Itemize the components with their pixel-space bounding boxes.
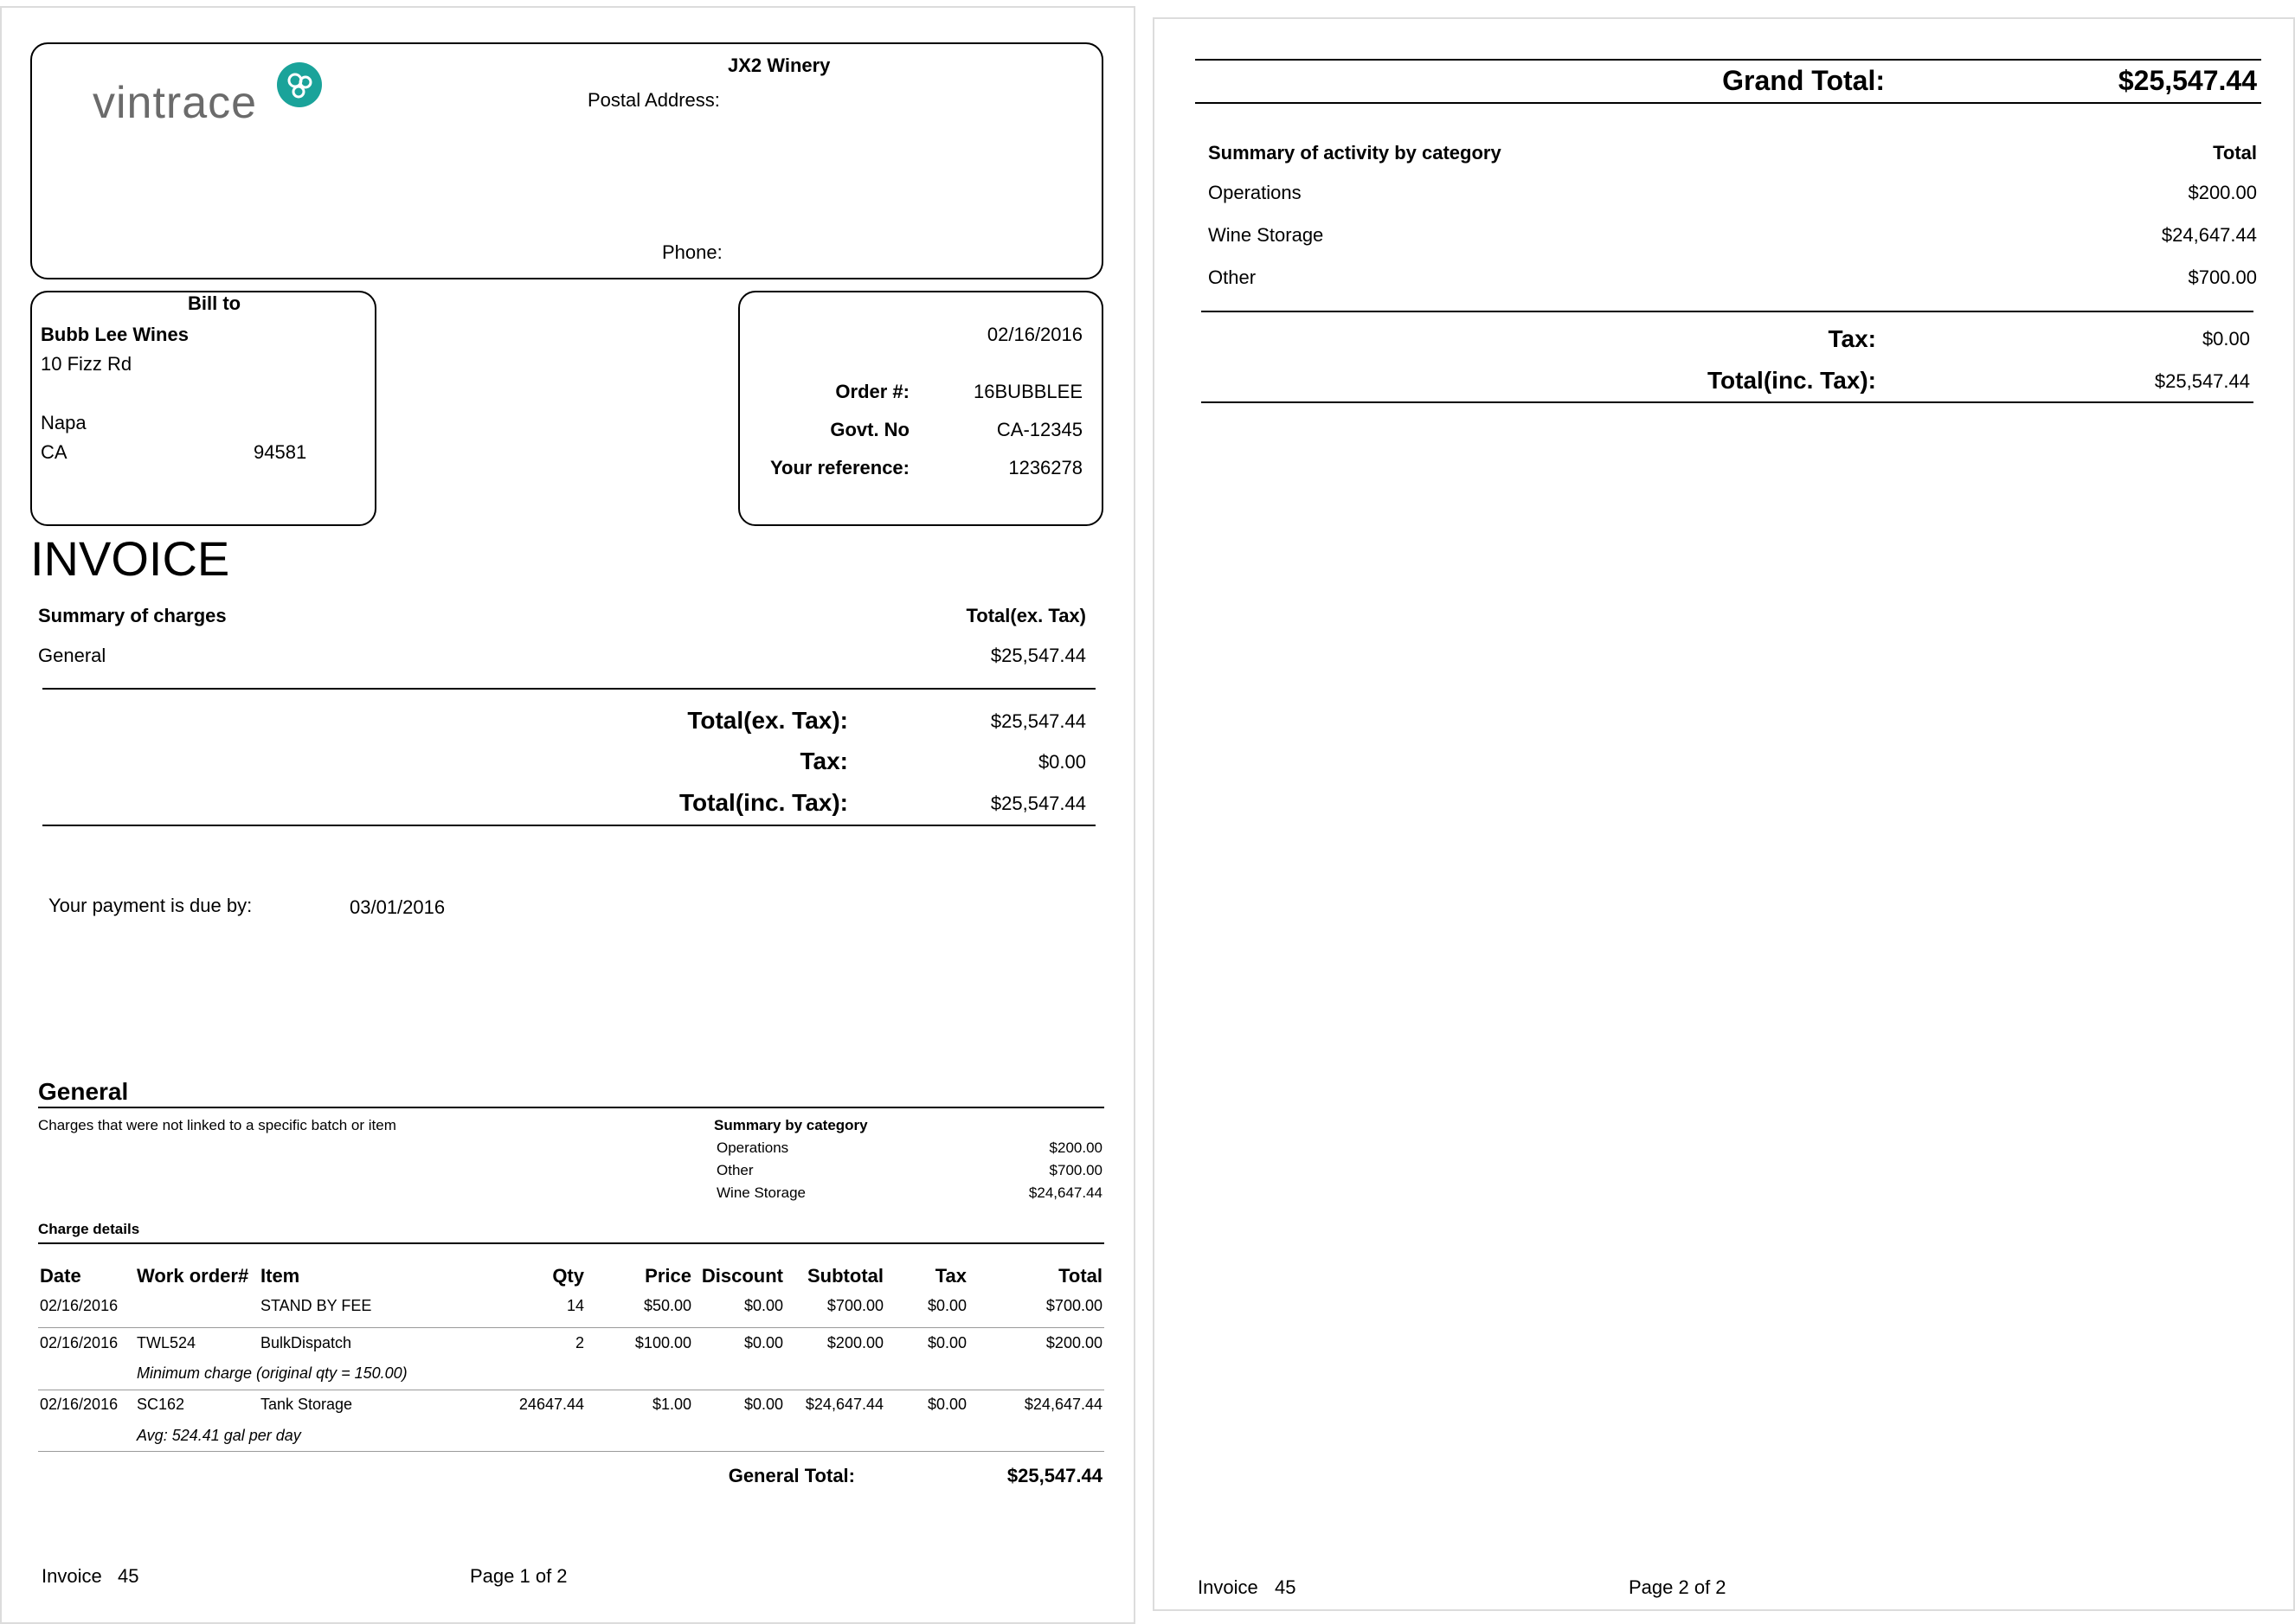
summary-row-value: $25,547.44 (990, 645, 1086, 666)
company-header-box (30, 42, 1103, 279)
category-summary-heading: Summary by category (714, 1117, 868, 1133)
total-inc-tax-label: Total(inc. Tax): (1707, 367, 1876, 394)
row-price: $50.00 (643, 1297, 691, 1314)
row-discount: $0.00 (743, 1396, 783, 1413)
category-value: $24,647.44 (1028, 1184, 1102, 1201)
vintrace-logo: vintrace (93, 78, 258, 128)
govt-no-value: CA-12345 (996, 419, 1083, 440)
row-work-order: TWL524 (137, 1334, 196, 1351)
customer-name: Bubb Lee Wines (41, 324, 189, 345)
row-tax: $0.00 (927, 1334, 967, 1351)
invoice-page-1 (0, 6, 1135, 1624)
customer-city: Napa (41, 412, 87, 433)
row-item: STAND BY FEE (260, 1297, 372, 1314)
tax-value: $0.00 (1038, 751, 1086, 773)
divider (38, 1107, 1104, 1108)
row-date: 02/16/2016 (40, 1297, 119, 1314)
general-description: Charges that were not linked to a specific batch or item (38, 1117, 396, 1133)
customer-zip: 94581 (254, 441, 307, 463)
summary-total-heading: Total(ex. Tax) (966, 605, 1086, 626)
total-inc-tax-value: $25,547.44 (2154, 370, 2250, 392)
total-ex-tax-value: $25,547.44 (990, 710, 1086, 732)
category-label: Wine Storage (717, 1184, 806, 1201)
bill-to-box (30, 291, 376, 526)
row-price: $100.00 (634, 1334, 691, 1351)
activity-label: Other (1208, 266, 1257, 288)
tax-value: $0.00 (2202, 328, 2250, 350)
row-date: 02/16/2016 (40, 1396, 119, 1413)
row-price: $1.00 (652, 1396, 691, 1413)
row-qty: 14 (566, 1297, 584, 1314)
column-header-total: Total (1058, 1265, 1102, 1287)
general-heading: General (38, 1078, 129, 1105)
column-header-price: Price (645, 1265, 691, 1287)
summary-row-label: General (38, 645, 106, 666)
activity-label: Operations (1208, 182, 1302, 203)
category-label: Operations (717, 1139, 789, 1156)
divider (1201, 311, 2253, 312)
govt-no-label: Govt. No (830, 419, 910, 440)
payment-due-label: Your payment is due by: (48, 895, 253, 916)
column-header-discount: Discount (701, 1265, 783, 1287)
row-subtotal: $700.00 (826, 1297, 884, 1314)
category-value: $200.00 (1049, 1139, 1102, 1156)
divider (1195, 59, 2261, 61)
total-inc-tax-label: Total(inc. Tax): (679, 789, 848, 816)
total-ex-tax-label: Total(ex. Tax): (687, 707, 848, 734)
general-total-value: $25,547.44 (1006, 1465, 1102, 1486)
column-header-date: Date (40, 1265, 81, 1287)
row-qty: 2 (575, 1334, 584, 1351)
customer-street: 10 Fizz Rd (41, 353, 132, 375)
column-header-item: Item (260, 1265, 300, 1287)
divider (42, 825, 1096, 826)
order-number-value: 16BUBBLEE (974, 381, 1083, 402)
row-total: $700.00 (1045, 1297, 1102, 1314)
category-label: Other (717, 1162, 754, 1178)
company-name: JX2 Winery (728, 55, 831, 76)
row-discount: $0.00 (743, 1297, 783, 1314)
activity-summary-heading: Summary of activity by category (1208, 142, 1501, 164)
customer-state: CA (41, 441, 68, 463)
activity-label: Wine Storage (1208, 224, 1324, 246)
activity-value: $700.00 (2188, 266, 2257, 288)
footer-invoice-number: 45 (1275, 1576, 1296, 1598)
divider (1201, 401, 2253, 403)
row-work-order: SC162 (137, 1396, 185, 1413)
row-subtotal: $24,647.44 (805, 1396, 884, 1413)
grand-total-value: $25,547.44 (2118, 65, 2257, 96)
tax-label: Tax: (1828, 325, 1876, 352)
total-inc-tax-value: $25,547.44 (990, 793, 1086, 814)
row-subtotal: $200.00 (826, 1334, 884, 1351)
divider (1195, 102, 2261, 104)
row-date: 02/16/2016 (40, 1334, 119, 1351)
postal-address-label: Postal Address: (588, 89, 720, 111)
column-header-work-order: Work order# (137, 1265, 249, 1287)
footer-invoice-number: 45 (118, 1565, 139, 1587)
your-reference-value: 1236278 (1008, 457, 1083, 478)
bill-to-heading: Bill to (188, 292, 241, 314)
activity-total-heading: Total (2213, 142, 2257, 164)
footer-invoice-label: Invoice (1198, 1576, 1258, 1598)
footer-page-number: Page 1 of 2 (470, 1565, 568, 1587)
row-tax: $0.00 (927, 1297, 967, 1314)
summary-heading: Summary of charges (38, 605, 227, 626)
row-total: $24,647.44 (1024, 1396, 1102, 1413)
divider (38, 1242, 1104, 1244)
charge-details-heading: Charge details (38, 1221, 140, 1237)
invoice-date: 02/16/2016 (987, 324, 1083, 345)
page-title: INVOICE (30, 531, 230, 586)
your-reference-label: Your reference: (770, 457, 910, 478)
category-value: $700.00 (1049, 1162, 1102, 1178)
phone-label: Phone: (662, 241, 723, 263)
row-qty: 24647.44 (518, 1396, 584, 1413)
vintrace-logo-icon (276, 61, 323, 108)
row-divider (38, 1327, 1104, 1328)
column-header-tax: Tax (935, 1265, 967, 1287)
divider (42, 688, 1096, 690)
row-note: Minimum charge (original qty = 150.00) (137, 1364, 408, 1382)
row-item: BulkDispatch (260, 1334, 352, 1351)
activity-value: $24,647.44 (2161, 224, 2257, 246)
activity-value: $200.00 (2188, 182, 2257, 203)
row-note: Avg: 524.41 gal per day (137, 1427, 301, 1444)
column-header-qty: Qty (552, 1265, 584, 1287)
footer-invoice-label: Invoice (42, 1565, 102, 1587)
footer-page-number: Page 2 of 2 (1629, 1576, 1726, 1598)
row-tax: $0.00 (927, 1396, 967, 1413)
row-divider (38, 1451, 1104, 1452)
grand-total-label: Grand Total: (1722, 65, 1885, 96)
column-header-subtotal: Subtotal (807, 1265, 884, 1287)
row-total: $200.00 (1045, 1334, 1102, 1351)
payment-due-date: 03/01/2016 (350, 896, 446, 918)
general-total-label: General Total: (728, 1465, 855, 1486)
tax-label: Tax: (800, 748, 848, 774)
row-item: Tank Storage (260, 1396, 353, 1413)
order-info-box (738, 291, 1103, 526)
order-number-label: Order #: (835, 381, 910, 402)
row-discount: $0.00 (743, 1334, 783, 1351)
invoice-page-2 (1153, 17, 2295, 1611)
